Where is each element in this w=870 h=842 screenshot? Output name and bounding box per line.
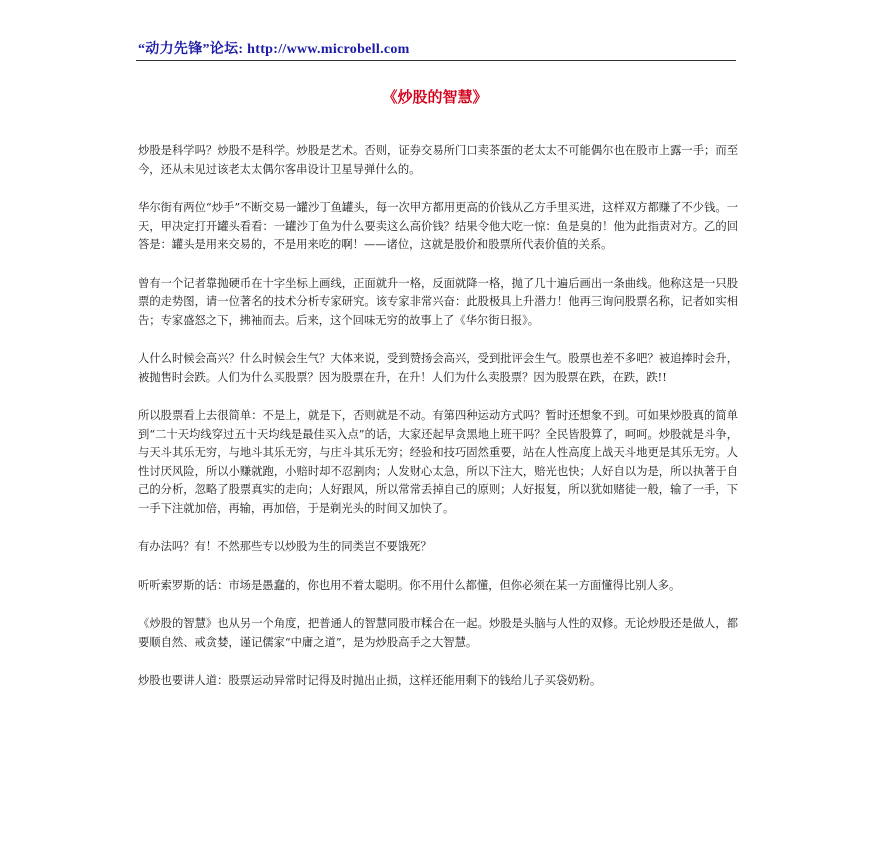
paragraph: 炒股也要讲人道：股票运动异常时记得及时抛出止损，这样还能用剩下的钱给儿子买袋奶粉。 (138, 674, 602, 687)
paragraph: 曾有一个记者靠抛硬币在十字坐标上画线，正面就升一格，反面就降一格，抛了几十遍后画出一条曲线。他称这是一只股票的走势图，请一位著名的技术分析专家研究。该专家非常兴奋：此股极具上升潜力！他再三询问股票名称，记者如实相告；专家盛怒之下，拂袖而去。后来，这个回味无穷的故事上了《华尔街日报》。 (138, 276, 738, 327)
paragraph: 所以股票看上去很简单：不是上，就是下，否则就是不动。有第四种运动方式吗？暂时还想象不到。可如果炒股真的简单到“二十天均线穿过五十天均线是最佳买入点”的话，大家还起早贪黑地上班干吗？全民皆股算了，呵呵。炒股就是斗争，与天斗其乐无穷，与地斗其乐无穷，与庄斗其乐无穷；经验和技巧固然重要，站在人性高度上战天斗地更是其乐无穷。人性讨厌风险，所以小赚就跑，小赔时却不忍割肉；人发财心太急，所以下注大，赔光也快；人好自以为是，所以执著于自己的分析，忽略了股票真实的走向；人好跟风，所以常常丢掉自己的原则；人好报复，所以犹如赌徒一般，输了一手，下一手下注就加倍，再输，再加倍，于是剃光头的时间又加快了。 (138, 409, 738, 515)
paragraph: 人什么时候会高兴？什么时候会生气？大体来说，受到赞扬会高兴，受到批评会生气。股票也差不多吧？被追捧时会升，被抛售时会跌。人们为什么买股票？因为股票在升，在升！人们为什么卖股票？因为股票在跌，在跌，跌!! (138, 352, 738, 384)
paragraph: 炒股是科学吗？炒股不是科学。炒股是艺术。否则，证券交易所门口卖茶蛋的老太太不可能偶尔也在股市上露一手；而至今，还从未见过该老太太偶尔客串设计卫星导弹什么的。 (138, 144, 738, 176)
article-title: 《炒股的智慧》 (382, 88, 488, 106)
paragraph: 华尔街有两位“炒手”不断交易一罐沙丁鱼罐头，每一次甲方都用更高的价钱从乙方手里买进，这样双方都赚了不少钱。一天，甲决定打开罐头看看：一罐沙丁鱼为什么要卖这么高价钱？结果令他大吃一惊：鱼是臭的！他为此指责对方。乙的回答是：罐头是用来交易的，不是用来吃的啊！——诸位，这就是股价和股票所代表价值的关系。 (138, 201, 738, 251)
article-body (138, 142, 738, 711)
paragraph: 听听索罗斯的话：市场是愚蠢的，你也用不着太聪明。你不用什么都懂，但你必须在某一方面懂得比别人多。 (138, 578, 681, 592)
paragraph: 有办法吗？有！不然那些专以炒股为生的同类岂不要饿死？ (138, 540, 432, 553)
header-divider (136, 60, 736, 61)
forum-header[interactable]: “动力先锋”论坛: http://www.microbell.com (138, 42, 410, 57)
paragraph: 《炒股的智慧》也从另一个角度，把普通人的智慧同股市糅合在一起。炒股是头脑与人性的双修。无论炒股还是做人，都要顺自然、戒贪婪，谨记儒家“中庸之道”，是为炒股高手之大智慧。 (138, 617, 738, 649)
